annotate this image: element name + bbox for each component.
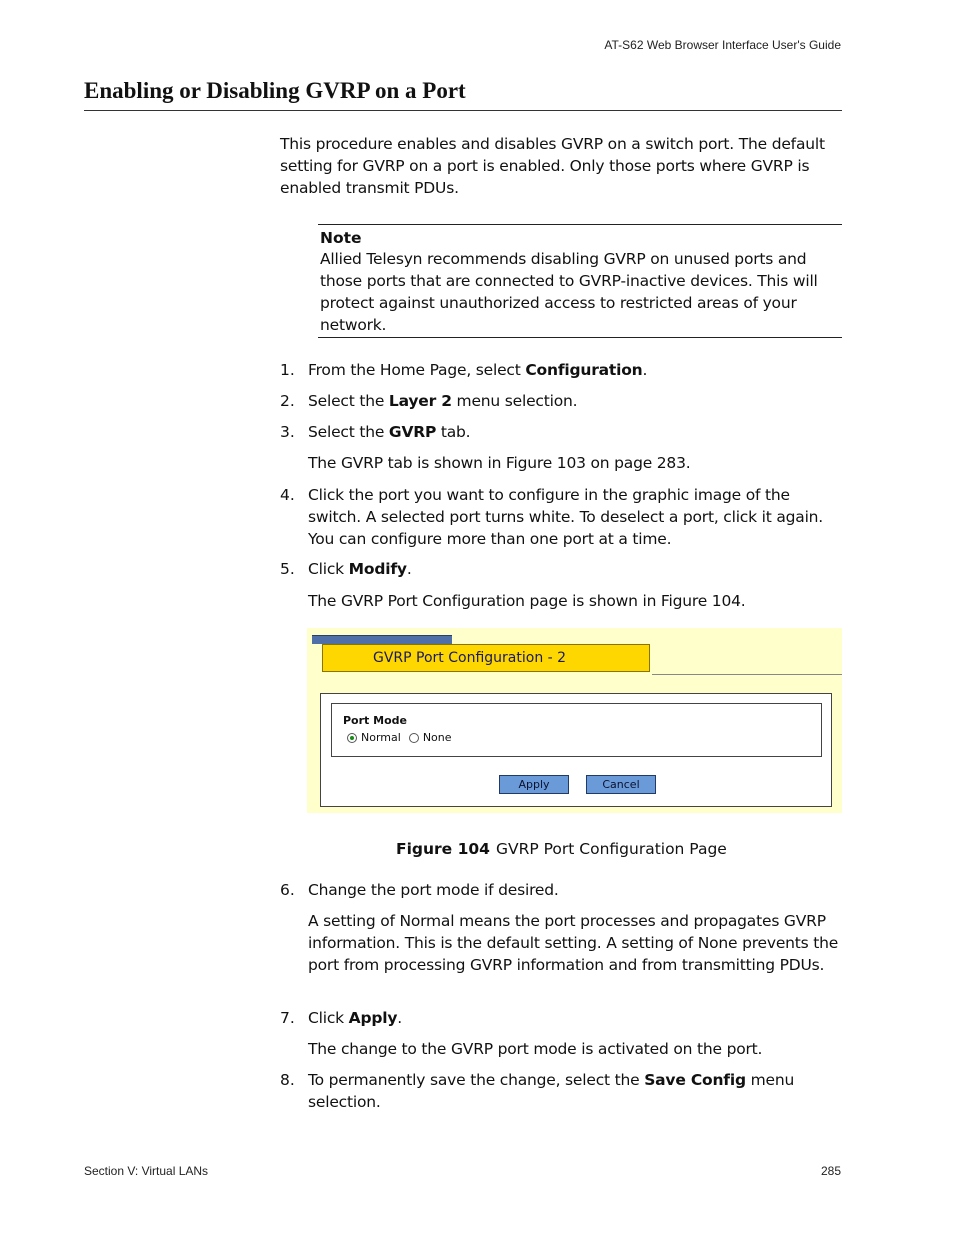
step-bold-term: Layer 2 (388, 392, 452, 410)
step-number: 1. (280, 361, 295, 379)
step-5 (308, 558, 842, 580)
step-bold-term: Save Config (644, 1071, 746, 1089)
intro-paragraph: This procedure enables and disables GVRP on a switch port. The default setting for GVRP on a port is enabled. Only those ports where GVRP is enabled transmit PDUs. (280, 135, 825, 197)
title-divider (652, 674, 842, 675)
step-3 (308, 421, 842, 443)
step-3-note: The GVRP tab is shown in Figure 103 on page 283. (308, 454, 691, 472)
step-bold-term: GVRP (388, 423, 437, 441)
step-6: Change the port mode if desired. (308, 881, 559, 899)
step-number: 4. (280, 486, 295, 504)
tab-bar (312, 635, 452, 644)
step-number: 3. (280, 423, 295, 441)
step-text: Click (308, 560, 349, 578)
port-mode-options (347, 731, 460, 744)
note-text: Allied Telesyn recommends disabling GVRP on unused ports and those ports that are connected to GVRP-inactive devices. This will protect against unauthorized access to restricted areas of your network. (320, 250, 818, 334)
step-text: menu selection. (308, 1071, 795, 1111)
radio-normal[interactable] (347, 733, 357, 743)
step-number: 5. (280, 560, 295, 578)
step-6-note: A setting of Normal means the port processes and propagates GVRP information. This is the default setting. A setting of None prevents the port from processing GVRP information and from transmitting PDUs. (308, 912, 839, 974)
step-number: 7. (280, 1009, 295, 1027)
radio-normal-label: Normal (361, 731, 401, 744)
step-1 (308, 359, 842, 381)
step-2 (308, 390, 842, 412)
step-text: From the Home Page, select (308, 361, 526, 379)
title-rule (84, 110, 842, 111)
step-8 (308, 1069, 842, 1113)
running-header: AT-S62 Web Browser Interface User's Guide (604, 38, 841, 52)
step-text: To permanently save the change, select the (308, 1071, 645, 1089)
step-7 (308, 1007, 842, 1029)
radio-none[interactable] (409, 733, 419, 743)
step-text: . (397, 1009, 403, 1027)
footer-section: Section V: Virtual LANs (84, 1164, 209, 1178)
figure-caption-text: GVRP Port Configuration Page (495, 840, 727, 858)
step-text: . (642, 361, 648, 379)
step-text: Select the (308, 423, 389, 441)
config-panel (320, 693, 832, 807)
step-4: Click the port you want to configure in the graphic image of the switch. A selected port turns white. To deselect a port, click it again. You can configure more than one port at a time. (308, 486, 824, 548)
figure-caption-label: Figure 104 (396, 840, 490, 858)
step-number: 8. (280, 1071, 295, 1089)
cancel-button[interactable]: Cancel (586, 775, 656, 794)
step-number: 6. (280, 881, 295, 899)
apply-button[interactable]: Apply (499, 775, 569, 794)
step-bold-term: Apply (348, 1009, 398, 1027)
radio-none-label: None (422, 731, 452, 744)
step-text: Select the (308, 392, 389, 410)
port-mode-label: Port Mode (343, 714, 407, 727)
note-heading: Note (320, 229, 362, 247)
step-bold-term: Modify (348, 560, 407, 578)
port-mode-group (331, 703, 822, 757)
step-7-note: The change to the GVRP port mode is activated on the port. (308, 1040, 763, 1058)
step-5-note: The GVRP Port Configuration page is shown in Figure 104. (308, 592, 746, 610)
gvrp-config-screenshot (307, 628, 842, 813)
note-box (318, 224, 842, 338)
section-title: Enabling or Disabling GVRP on a Port (84, 78, 466, 103)
figure-caption (396, 838, 727, 860)
step-bold-term: Configuration (525, 361, 643, 379)
step-text: tab. (436, 423, 471, 441)
page-title-bar: GVRP Port Configuration - 2 (322, 644, 650, 672)
step-text: menu selection. (451, 392, 578, 410)
step-text: Click (308, 1009, 349, 1027)
page-number: 285 (820, 1164, 841, 1178)
step-number: 2. (280, 392, 295, 410)
step-text: . (406, 560, 412, 578)
